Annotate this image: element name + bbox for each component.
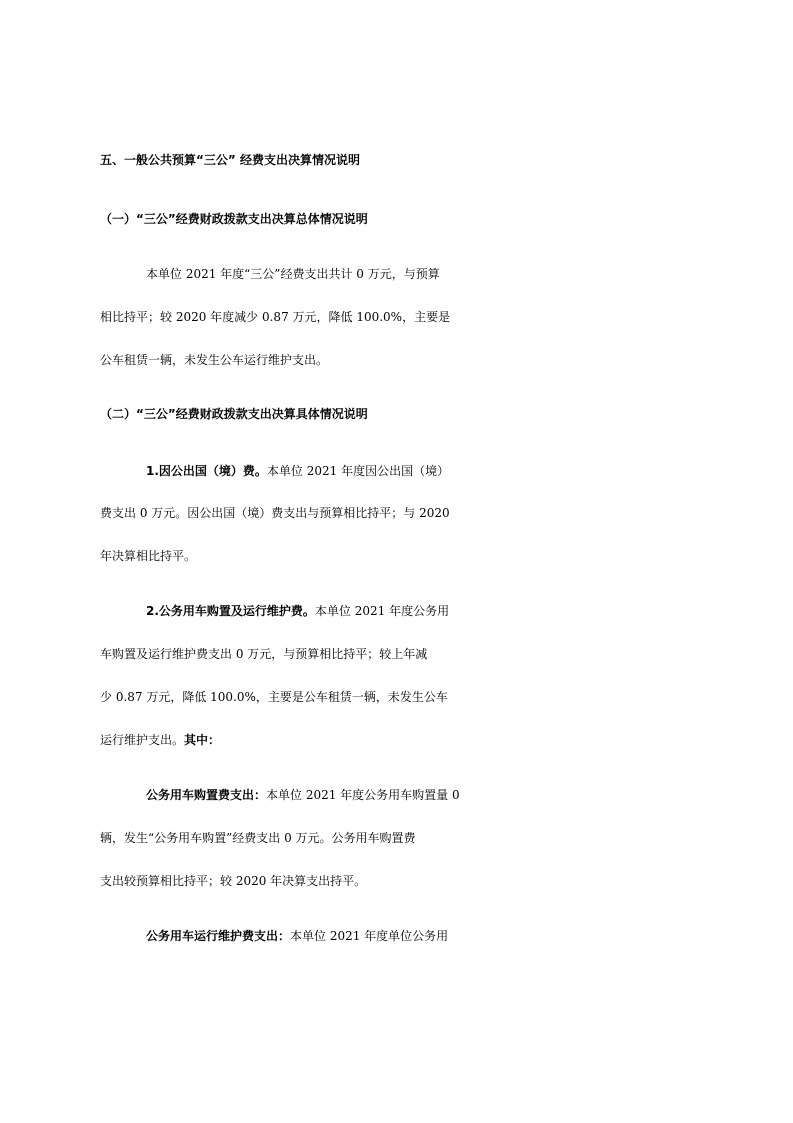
item1-line-1 (146, 457, 793, 485)
item2-line-2: 车购置及运行维护费支出 0 万元，与预算相比持平；较上年减 (100, 647, 428, 661)
item1-line1-rest: 本单位 2021 年度因公出国（境） (266, 464, 450, 478)
section1-line-2: 相比持平；较 2020 年度减少 0.87 万元，降低 100.0%，主要是 (100, 310, 451, 324)
item3-line1-rest: 本单位 2021 年度公务用车购置量 0 (266, 788, 460, 802)
section2-heading: （二）“三公”经费财政拨款支出决算具体情况说明 (100, 407, 368, 421)
item2-line4-text: 运行维护支出。 (100, 733, 185, 747)
section-heading-main: 五、一般公共预算“三公” 经费支出决算情况说明 (100, 153, 360, 167)
item1-line-3: 年决算相比持平。 (100, 549, 197, 563)
item2-line1-rest: 本单位 2021 年度公务用 (314, 604, 450, 618)
item2-line-3: 少 0.87 万元，降低 100.0%，主要是公车租赁一辆，未发生公车 (100, 690, 448, 704)
item2-line4-bold: 其中： (184, 733, 221, 747)
section1-line-1: 本单位 2021 年度“三公”经费支出共计 0 万元，与预算 (146, 267, 440, 281)
item1-label: 1.因公出国（境）费。 (146, 464, 267, 478)
item4-line-1 (146, 922, 793, 950)
item4-label: 公务用车运行维护费支出： (146, 929, 291, 943)
item1-line-2: 费支出 0 万元。因公出国（境）费支出与预算相比持平；与 2020 (100, 506, 450, 520)
item3-label: 公务用车购置费支出： (146, 788, 267, 802)
item3-line-2: 辆，发生“公务用车购置”经费支出 0 万元。公务用车购置费 (100, 831, 416, 845)
item2-line-1 (146, 597, 793, 625)
item2-line-4 (100, 726, 793, 754)
section1-line-3: 公车租赁一辆，未发生公车运行维护支出。 (100, 353, 329, 367)
item4-line1-rest: 本单位 2021 年度单位公务用 (290, 929, 449, 943)
item3-line-1 (146, 781, 793, 809)
section1-heading: （一）“三公”经费财政拨款支出决算总体情况说明 (100, 212, 368, 226)
item3-line-3: 支出较预算相比持平；较 2020 年决算支出持平。 (100, 874, 367, 888)
item2-label: 2.公务用车购置及运行维护费。 (146, 604, 315, 618)
